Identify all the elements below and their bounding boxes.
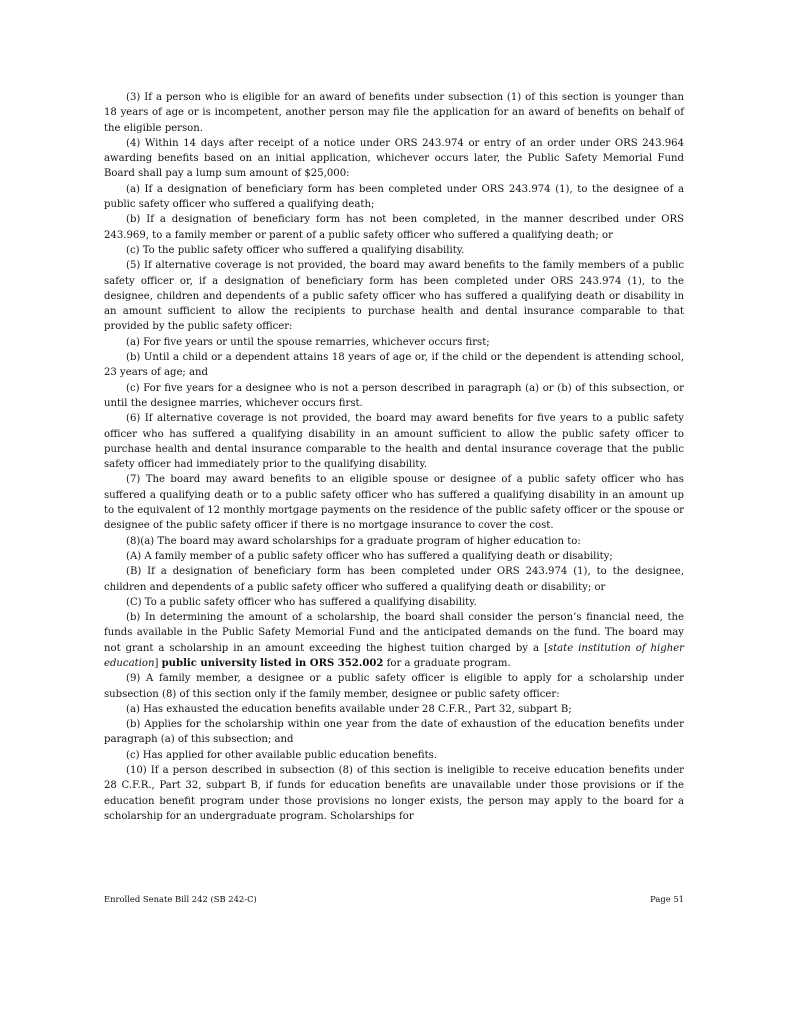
paragraph-7: (7) The board may award benefits to an eligible spouse or designee of a public safety officer who has suffered a qualifying death or to a public safety officer who has suffered a qualifying disability in an amount up to the equivalent of 12 monthly mortgage payments on the residence of the public safety officer or the spouse or designee of the public safety officer if there is no mortgage insurance to cover the cost. [104,474,684,532]
paragraph-9a: (a) Has exhausted the education benefits available under 28 C.F.R., Part 32, subpart B; [126,703,572,715]
paragraph-4: (4) Within 14 days after receipt of a notice under ORS 243.974 or entry of an order under ORS 243.964 awarding benefits based on an initial application, whichever occurs later, the Public Safety Memorial Fund Board shall pay a lump sum amount of $25,000: [104,137,684,180]
added-text: public university listed in ORS 352.002 [161,657,384,669]
page-number: Page 51 [650,894,684,904]
paragraph-8b-end: for a graduate program. [383,657,511,669]
paragraph-8a-C: (C) To a public safety officer who has suffered a qualifying disability. [126,596,477,608]
paragraph-4b: (b) If a designation of beneficiary form has not been completed, in the manner described under ORS 243.969, to a family member or parent of a public safety officer who suffered a qualifying death; or [104,214,684,241]
bill-title: Enrolled Senate Bill 242 (SB 242-C) [104,894,257,904]
paragraph-3: (3) If a person who is eligible for an award of benefits under subsection (1) of this section is younger than 18 years of age or is incompetent, another person may file the application for an award of benefits on behalf of the eligible person. [104,92,684,134]
paragraph-6: (6) If alternative coverage is not provided, the board may award benefits for five years to a public safety officer who has suffered a qualifying disability in an amount sufficient to allow the public safety officer to purchase health and dental insurance comparable to the health and dental insurance coverage that the public safety officer had immediately prior to the qualifying disability. [104,413,684,471]
paragraph-8a-B: (B) If a designation of beneficiary form has been completed under ORS 243.974 (1), to the designee, children and dependents of a public safety officer who suffered a qualifying death or disability; or [104,566,684,593]
paragraph-5: (5) If alternative coverage is not provided, the board may award benefits to the family members of a public safety officer or, if a designation of beneficiary form has been completed under ORS 243.974 (1), to the designee, children and dependents of a public safety officer who has suffered a qualifying death or disability in an amount sufficient to allow the recipients to purchase health and dental insurance comparable to that provided by the public safety officer: [104,260,684,333]
paragraph-9b: (b) Applies for the scholarship within one year from the date of exhaustion of the education benefits under paragraph (a) of this subsection; and [104,719,684,746]
bracket-close: ] [154,657,162,669]
paragraph-5b: (b) Until a child or a dependent attains 18 years of age or, if the child or the dependent is attending school, 23 years of age; and [104,352,684,379]
paragraph-8b-text: (b) In determining the amount of a scholarship, the board shall consider the person’s financial need, the funds available in the Public Safety Memorial Fund and the anticipated demands on the fund. The board may not grant a scholarship in an amount exceeding the highest tuition charged by a [104,612,684,654]
paragraph-5c: (c) For five years for a designee who is not a person described in paragraph (a) or (b) of this subsection, or until the designee marries, whichever occurs first. [104,382,684,409]
paragraph-4a: (a) If a designation of beneficiary form has been completed under ORS 243.974 (1), to the designee of a public safety officer who suffered a qualifying death; [104,183,684,211]
paragraph-5a: (a) For five years or until the spouse remarries, whichever occurs first; [126,336,490,348]
paragraph-9: (9) A family member, a designee or a public safety officer is eligible to apply for a scholarship under subsection (8) of this section only if the family member, designee or public safety officer: [104,673,684,700]
paragraph-10: (10) If a person described in subsection (8) of this section is ineligible to receive education benefits under 28 C.F.R., Part 32, subpart B, if funds for education benefits are unavailable under those provisions or if the education benefit program under those provisions no longer exists, the person may apply to the board for a scholarship for an undergraduate program. Scholarships for [104,765,684,822]
bracket-open: [ [543,642,548,654]
document-body [104,90,684,824]
paragraph-8a-A: (A) A family member of a public safety officer who has suffered a qualifying death or disability; [126,550,613,562]
page-footer [104,894,684,904]
paragraph-8a: (8)(a) The board may award scholarships for a graduate program of higher education to: [126,535,581,547]
paragraph-9c: (c) Has applied for other available public education benefits. [126,749,438,761]
paragraph-4c: (c) To the public safety officer who suffered a qualifying disability. [126,244,465,256]
paragraph-8b [104,610,684,671]
deleted-text: state institution of higher education [104,642,685,669]
